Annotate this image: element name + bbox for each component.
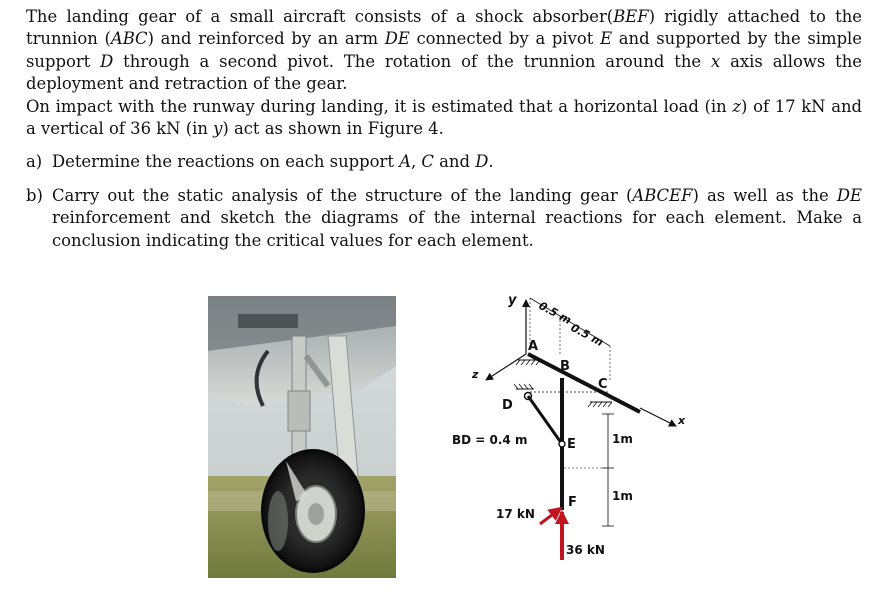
- math-x: x: [711, 51, 721, 71]
- math-d: D: [475, 152, 489, 172]
- text-span: ) and reinforced by an arm: [147, 29, 385, 49]
- text-span: .: [488, 152, 494, 172]
- math-d: D: [100, 51, 114, 71]
- point-a-label: A: [528, 339, 539, 354]
- question-a-body: [52, 151, 862, 173]
- text-span: ) rigidly attached to the trunnion (: [26, 7, 862, 49]
- z-axis-label: z: [472, 368, 479, 381]
- landing-gear-diagram: [440, 288, 700, 588]
- hydraulic-line: [238, 314, 298, 328]
- axle-cap: [308, 503, 324, 525]
- math-y: y: [213, 119, 223, 139]
- landing-gear-illustration: [208, 296, 396, 578]
- point-c-label: C: [598, 377, 608, 392]
- text-span: ,: [410, 152, 422, 172]
- text-span: Carry out the static analysis of the structure of the landing gear (: [52, 185, 633, 205]
- math-de: DE: [384, 29, 410, 49]
- text-span: and: [433, 152, 476, 172]
- text-span: ) of 17 kN and a vertical of 36 kN (in: [26, 96, 863, 139]
- math-c: C: [421, 152, 434, 172]
- text-span: ) as well as the: [692, 185, 837, 205]
- math-abcef: ABCEF: [632, 185, 693, 205]
- point-d-label: D: [502, 398, 513, 413]
- problem-text: [26, 6, 862, 252]
- math-e: E: [600, 29, 613, 49]
- text-span: through a second pivot. The rotation of the trunnion around the: [113, 51, 712, 71]
- reinforcement-de: [528, 396, 562, 444]
- math-bef: BEF: [613, 7, 649, 26]
- support-c-hatch: [588, 402, 612, 407]
- bd-label: BD = 0.4 m: [452, 433, 528, 447]
- text-span: The landing gear of a small aircraft consists of a shock absorber(: [26, 7, 614, 26]
- dim-label-1m-bottom: 1m: [612, 489, 633, 503]
- math-a: A: [399, 152, 411, 172]
- dim-label-1m-top: 1m: [612, 432, 633, 446]
- problem-paragraph-1: [26, 6, 862, 96]
- text-span: On impact with the runway during landing, it is estimated that a horizontal load (in: [26, 96, 733, 116]
- dim-label-bc: 0.5 m: [568, 321, 606, 349]
- question-marker: a): [26, 152, 43, 172]
- question-marker: b): [26, 185, 43, 205]
- support-a-hatch: [516, 360, 540, 365]
- load-horizontal-arrow: [540, 508, 561, 524]
- pivot-e: [559, 441, 565, 447]
- z-axis: [486, 354, 526, 380]
- math-z: z: [732, 96, 742, 116]
- support-d-hatch: [514, 384, 533, 389]
- x-axis-label: x: [678, 414, 686, 427]
- text-span: Determine the reactions on each support: [52, 152, 400, 172]
- strut-collar: [288, 391, 310, 431]
- diagram-svg: [440, 288, 700, 588]
- question-b-body: [52, 185, 862, 252]
- landing-gear-photo: [208, 296, 396, 578]
- text-span: reinforcement and sketch the diagrams of the internal reactions for each element. Make a conclusion indicating the critical values for each element.: [52, 208, 862, 250]
- point-f-label: F: [568, 495, 577, 510]
- math-de: DE: [836, 185, 862, 205]
- load-horizontal-label: 17 kN: [496, 507, 535, 521]
- question-b: [26, 185, 862, 252]
- point-e-label: E: [567, 437, 576, 452]
- math-abc: ABC: [110, 29, 148, 49]
- text-span: and supported by the simple support: [26, 29, 863, 71]
- x-axis: [640, 408, 676, 426]
- problem-paragraph-2: [26, 96, 862, 141]
- text-span: axis allows the deployment and retraction of the gear.: [26, 51, 863, 94]
- text-span: ) act as shown in Figure 4.: [222, 119, 444, 139]
- brake-disc: [268, 491, 288, 551]
- y-axis-label: y: [508, 293, 517, 308]
- trunnion-abc: [528, 354, 640, 412]
- question-a: [26, 151, 862, 173]
- text-span: connected by a pivot: [409, 29, 601, 49]
- load-vertical-label: 36 kN: [566, 543, 605, 557]
- dim-label-ab: 0.5 m: [536, 299, 574, 327]
- point-b-label: B: [560, 359, 570, 374]
